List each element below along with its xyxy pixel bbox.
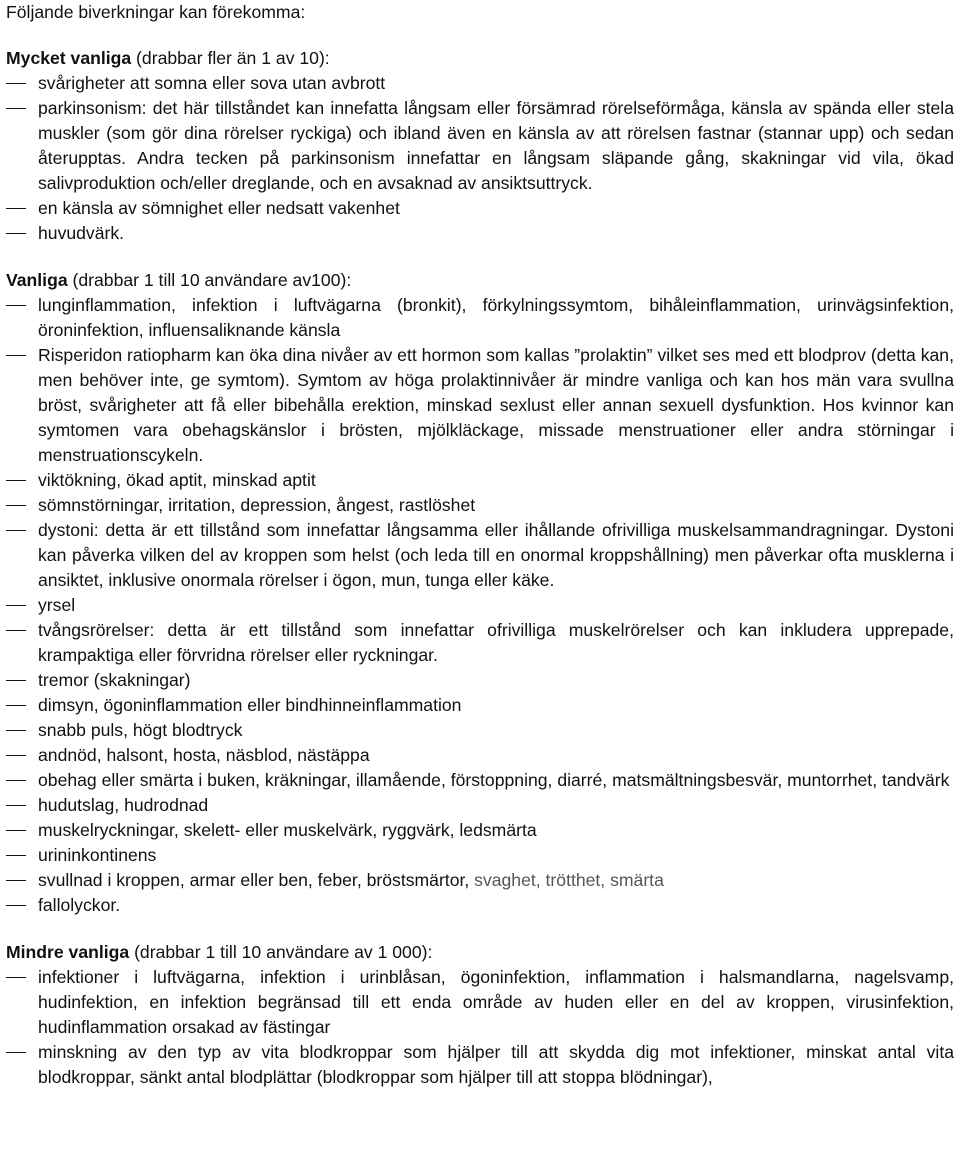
- list-item: hudutslag, hudrodnad: [6, 793, 954, 818]
- common-heading: [6, 268, 954, 293]
- list-item: snabb puls, högt blodtryck: [6, 718, 954, 743]
- list-item: fallolyckor.: [6, 893, 954, 918]
- list-item: muskelryckningar, skelett- eller muskelvärk, ryggvärk, ledsmärta: [6, 818, 954, 843]
- swelling-text: svullnad i kroppen, armar eller ben, feber, bröstsmärtor,: [38, 870, 475, 890]
- uncommon-heading: [6, 940, 954, 965]
- very-common-heading: [6, 46, 954, 71]
- list-item: dimsyn, ögoninflammation eller bindhinneinflammation: [6, 693, 954, 718]
- common-note: (drabbar 1 till 10 användare av100):: [67, 270, 352, 290]
- common-list: [6, 293, 954, 918]
- very-common-label: Mycket vanliga: [6, 48, 132, 68]
- uncommon-list: [6, 965, 954, 1090]
- list-item: sömnstörningar, irritation, depression, ångest, rastlöshet: [6, 493, 954, 518]
- list-item: [6, 868, 954, 893]
- list-item: infektioner i luftvägarna, infektion i urinblåsan, ögoninfektion, inflammation i halsmandlarna, nagelsvamp, hudinfektion, en infektion begränsad till ett enda område av huden eller en del av kroppen, virusinfektion, hudinflammation orsakad av fästingar: [6, 965, 954, 1040]
- list-item: tremor (skakningar): [6, 668, 954, 693]
- uncommon-note: (drabbar 1 till 10 användare av 1 000):: [129, 942, 433, 962]
- list-item: viktökning, ökad aptit, minskad aptit: [6, 468, 954, 493]
- very-common-note: (drabbar fler än 1 av 10):: [131, 48, 330, 68]
- list-item: huvudvärk.: [6, 221, 954, 246]
- list-item: lunginflammation, infektion i luftvägarna (bronkit), förkylningssymtom, bihåleinflammation, urinvägsinfektion, öroninfektion, influensaliknande känsla: [6, 293, 954, 343]
- list-item: andnöd, halsont, hosta, näsblod, nästäppa: [6, 743, 954, 768]
- list-item: tvångsrörelser: detta är ett tillstånd som innefattar ofrivilliga muskelrörelser och kan inkludera upprepade, krampaktiga eller förvridna rörelser eller ryckningar.: [6, 618, 954, 668]
- list-item: obehag eller smärta i buken, kräkningar, illamående, förstoppning, diarré, matsmältningsbesvär, muntorrhet, tandvärk: [6, 768, 954, 793]
- list-item: minskning av den typ av vita blodkroppar som hjälper till att skydda dig mot infektioner, minskat antal vita blodkroppar, sänkt antal blodplättar (blodkroppar som hjälper till att stoppa blödningar),: [6, 1040, 954, 1090]
- swelling-text-gray: svaghet, trötthet, smärta: [474, 870, 664, 890]
- list-item: yrsel: [6, 593, 954, 618]
- list-item: en känsla av sömnighet eller nedsatt vakenhet: [6, 196, 954, 221]
- uncommon-label: Mindre vanliga: [6, 942, 130, 962]
- very-common-list: [6, 71, 954, 246]
- common-label: Vanliga: [6, 270, 68, 290]
- list-item: dystoni: detta är ett tillstånd som innefattar långsamma eller ihållande ofrivilliga muskelsammandragningar. Dystoni kan påverka vilken del av kroppen som helst (och leda till en onormal kroppshållning) men påverkar ofta musklerna i ansiktet, inklusive onormala rörelser i ögon, mun, tunga eller käke.: [6, 518, 954, 593]
- list-item: Risperidon ratiopharm kan öka dina nivåer av ett hormon som kallas ”prolaktin” vilket ses med ett blodprov (detta kan, men behöver inte, ge symtom). Symtom av höga prolaktinnivåer är mindre vanliga och kan hos män vara svullna bröst, svårigheter att få eller bibehålla erektion, minskad sexlust eller annan sexuell dysfunktion. Hos kvinnor kan symtomen vara obehagskänslor i brösten, mjölkläckage, missade menstruationer eller andra störningar i menstruationscykeln.: [6, 343, 954, 468]
- intro-text: Följande biverkningar kan förekomma:: [6, 2, 306, 22]
- list-item: svårigheter att somna eller sova utan avbrott: [6, 71, 954, 96]
- list-item: urininkontinens: [6, 843, 954, 868]
- list-item: parkinsonism: det här tillståndet kan innefatta långsam eller försämrad rörelseförmåga, känsla av spända eller stela muskler (som gör dina rörelser ryckiga) och ibland även en känsla av att rörelsen fastnar (stannar upp) och sedan återupptas. Andra tecken på parkinsonism innefattar en långsam släpande gång, skakningar vid vila, ökad salivproduktion och/eller dreglande, och en avsaknad av ansiktsuttryck.: [6, 96, 954, 196]
